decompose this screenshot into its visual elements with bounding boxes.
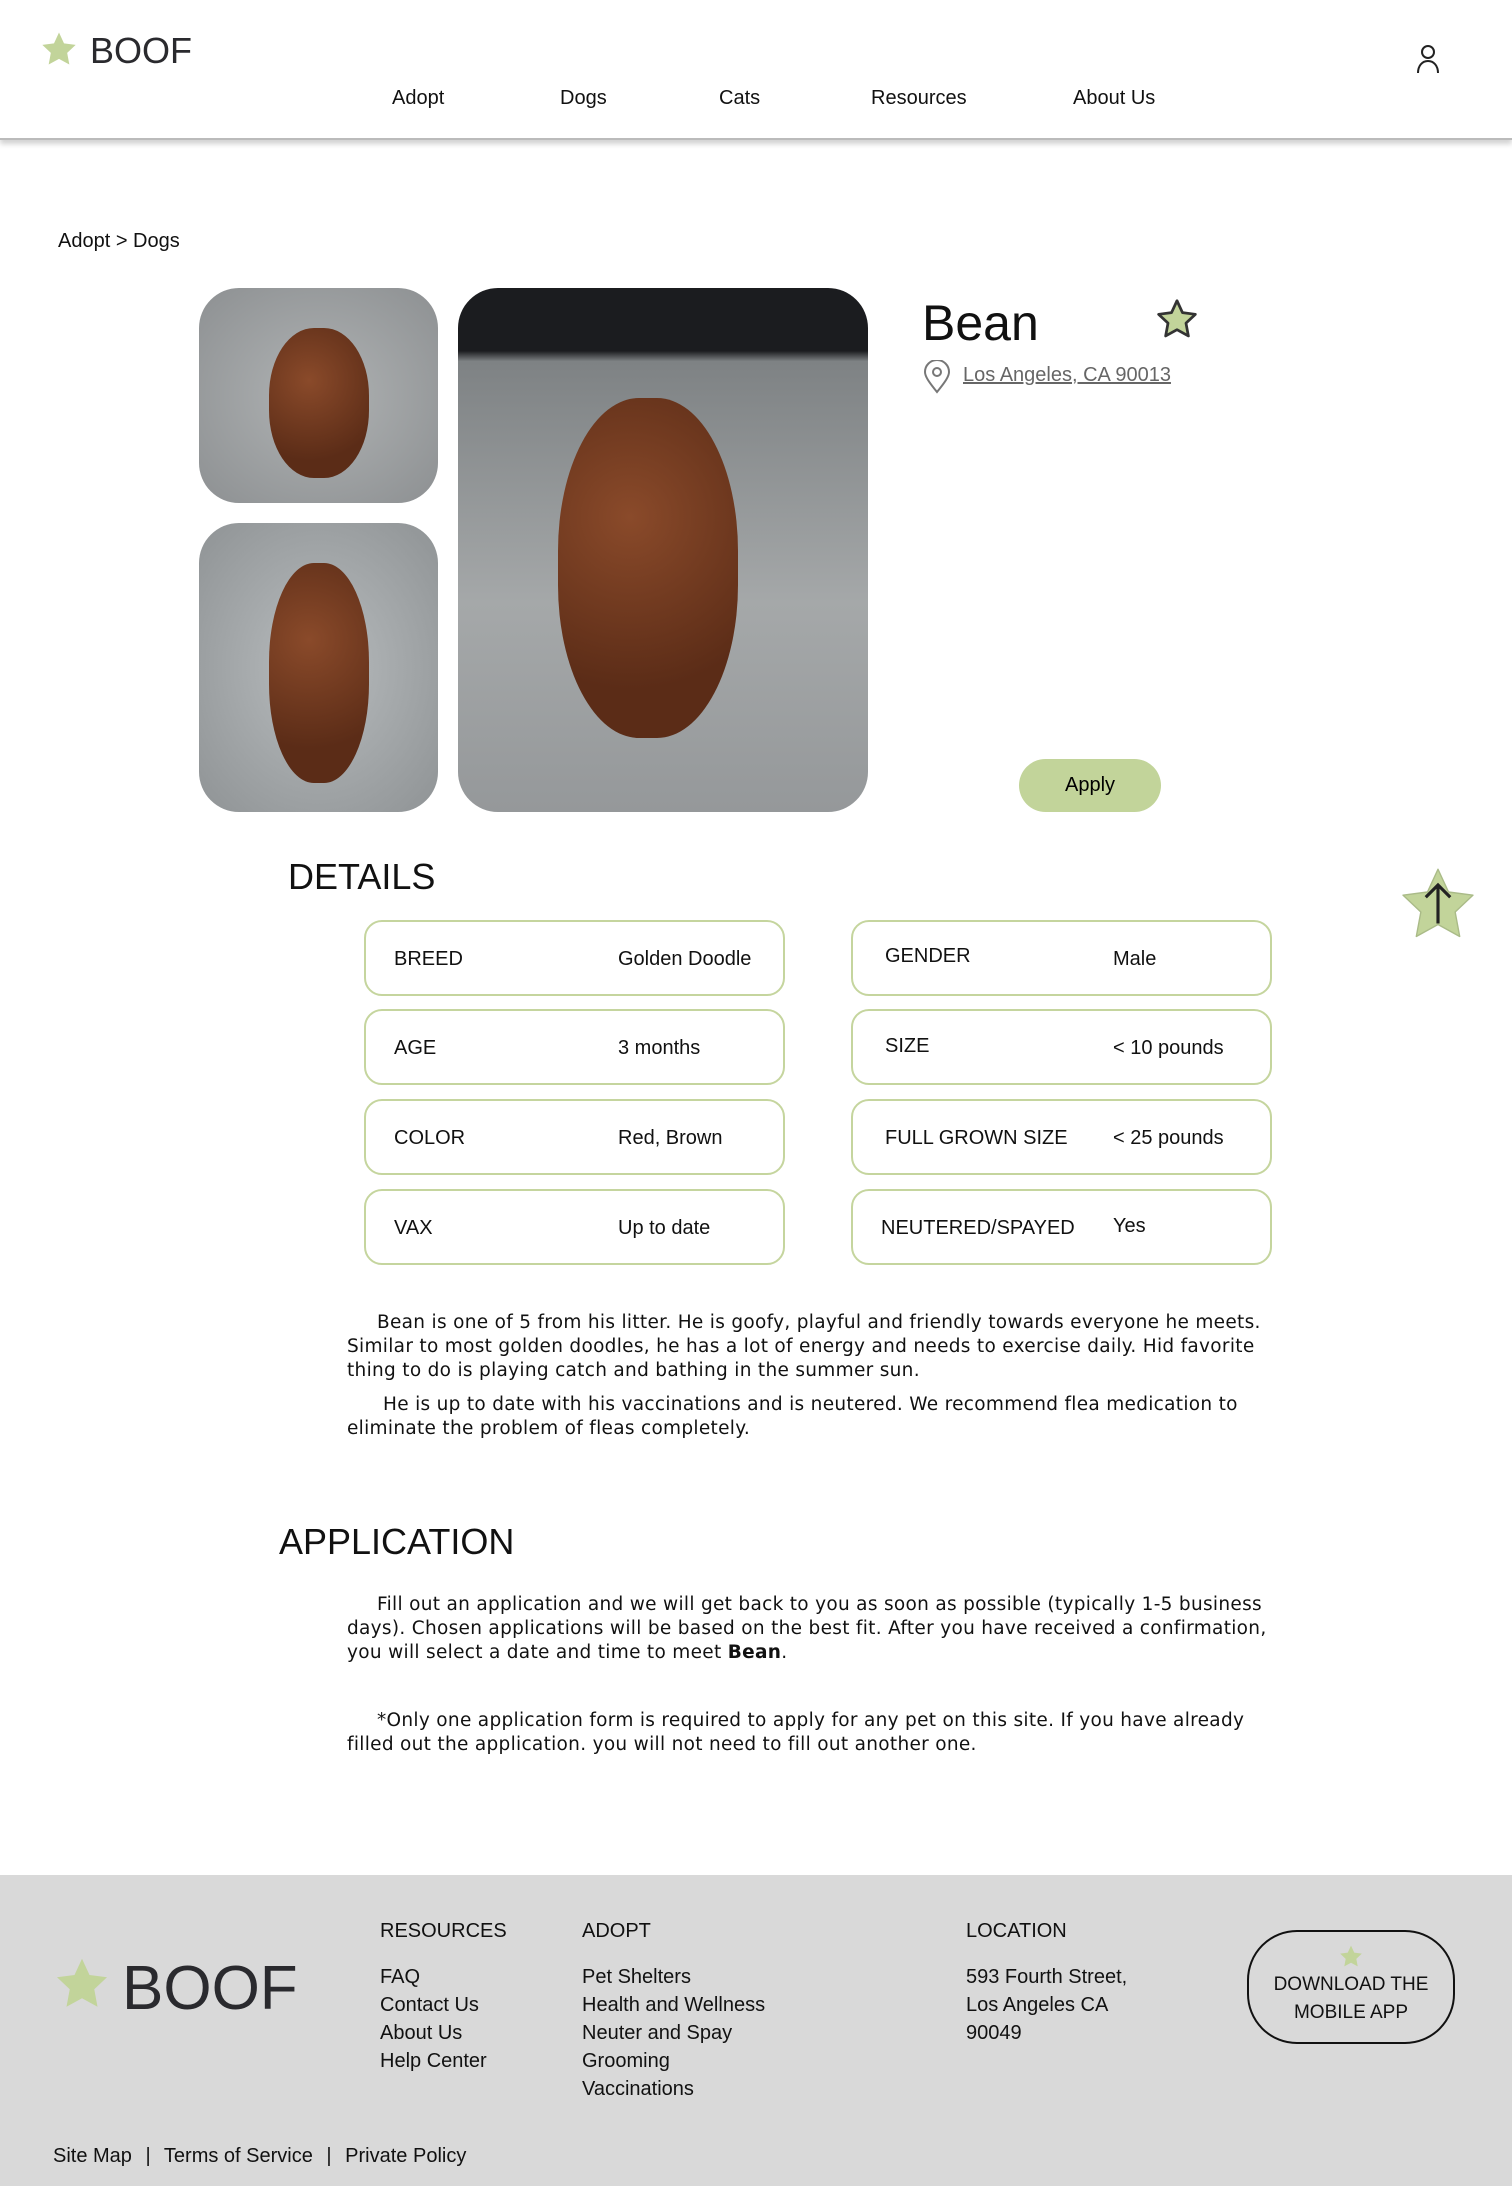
detail-value: Golden Doodle: [618, 948, 752, 970]
footer-address: [966, 1963, 1127, 2047]
application-text-end: .: [781, 1642, 788, 1663]
footer-logo-star-icon: [52, 1955, 112, 2020]
details-heading: DETAILS: [288, 856, 436, 897]
description-paragraph-2: He is up to date with his vaccinations and is neutered. We recommend flea medication to eliminate the problem of fleas completely.: [347, 1394, 1238, 1439]
address-line: 90049: [966, 2022, 1022, 2044]
footer-location-heading: LOCATION: [966, 1920, 1067, 1942]
link-divider: |: [145, 2145, 151, 2167]
footer-link-vaccinations[interactable]: Vaccinations: [582, 2078, 694, 2100]
logo-star-icon[interactable]: [39, 30, 79, 70]
app-star-icon: [1338, 1944, 1364, 1970]
location-link[interactable]: Los Angeles, CA 90013: [963, 364, 1171, 386]
footer-adopt-heading: ADOPT: [582, 1920, 651, 1942]
download-app-button[interactable]: [1247, 1930, 1455, 2044]
detail-full-grown-size: [851, 1099, 1272, 1175]
nav-cats[interactable]: Cats: [719, 87, 761, 109]
detail-label: GENDER: [885, 945, 971, 967]
apply-button[interactable]: Apply: [1019, 759, 1161, 812]
footer-link-neuter-spay[interactable]: Neuter and Spay: [582, 2022, 733, 2044]
application-paragraph-1: [347, 1593, 1277, 1665]
footer-link-pet-shelters[interactable]: Pet Shelters: [582, 1966, 691, 1988]
footer-resources-list: [380, 1963, 487, 2075]
footer-adopt-list: [582, 1963, 765, 2103]
download-app-label: DOWNLOAD THE MOBILE APP: [1273, 1974, 1429, 2023]
application-text: Fill out an application and we will get back to you as soon as possible (typically 1-5 business days). Chosen applications will be based on the best fit. After you have received a confirmation, you will select a date and time to meet: [347, 1594, 1267, 1663]
nav-about-us[interactable]: About Us: [1073, 87, 1156, 109]
detail-vax: [364, 1189, 785, 1265]
detail-value: Up to date: [618, 1217, 711, 1239]
detail-label: NEUTERED/SPAYED: [881, 1217, 1075, 1239]
footer-link-contact-us[interactable]: Contact Us: [380, 1994, 479, 2016]
description-paragraph-1: Bean is one of 5 from his litter. He is goofy, playful and friendly towards everyone he meets. Similar to most golden doodles, he has a lot of energy and needs to exercise daily. Hid favorite thing to do is playing catch and bathing in the summer sun.: [347, 1312, 1261, 1381]
pet-name-bold: Bean: [727, 1642, 782, 1663]
footer-bottom-links: [53, 2145, 466, 2168]
address-line: 593 Fourth Street,: [966, 1966, 1128, 1988]
location-pin-icon: [922, 360, 952, 399]
main-photo[interactable]: [458, 288, 868, 812]
detail-neutered-spayed: [851, 1189, 1272, 1265]
detail-color: [364, 1099, 785, 1175]
application-paragraph-2: *Only one application form is required to apply for any pet on this site. If you have already filled out the application. you will not need to fill out another one.: [347, 1710, 1245, 1755]
footer-resources-heading: RESOURCES: [380, 1920, 507, 1942]
detail-label: SIZE: [885, 1035, 930, 1057]
detail-value: Yes: [1113, 1215, 1146, 1237]
nav-resources[interactable]: Resources: [871, 87, 967, 109]
favorite-star-icon[interactable]: [1155, 298, 1199, 347]
footer-link-health-wellness[interactable]: Health and Wellness: [582, 1994, 766, 2016]
footer-link-help-center[interactable]: Help Center: [380, 2050, 487, 2072]
detail-gender: [851, 920, 1272, 996]
thumbnail-photo-2[interactable]: [199, 523, 438, 812]
site-map-link[interactable]: Site Map: [53, 2145, 132, 2167]
detail-value: < 25 pounds: [1113, 1127, 1224, 1149]
footer-link-grooming[interactable]: Grooming: [582, 2050, 670, 2072]
nav-dogs[interactable]: Dogs: [560, 87, 607, 109]
terms-of-service-link[interactable]: Terms of Service: [163, 2145, 313, 2167]
nav-adopt[interactable]: Adopt: [392, 87, 445, 109]
footer-link-faq[interactable]: FAQ: [380, 1966, 421, 1988]
site-header: [0, 0, 1512, 140]
detail-age: [364, 1009, 785, 1085]
application-heading: APPLICATION: [279, 1521, 515, 1562]
logo-text[interactable]: BOOF: [90, 30, 193, 71]
footer-logo-text[interactable]: BOOF: [122, 1954, 298, 2023]
detail-breed: [364, 920, 785, 996]
scroll-to-top-button[interactable]: [1396, 864, 1480, 953]
detail-value: Red, Brown: [618, 1127, 723, 1149]
detail-label: AGE: [394, 1037, 437, 1059]
detail-label: FULL GROWN SIZE: [885, 1127, 1068, 1149]
footer-link-about-us[interactable]: About Us: [380, 2022, 463, 2044]
detail-size: [851, 1009, 1272, 1085]
privacy-policy-link[interactable]: Private Policy: [345, 2145, 467, 2167]
detail-label: BREED: [394, 948, 463, 970]
site-footer: [0, 1875, 1512, 2186]
detail-label: COLOR: [394, 1127, 466, 1149]
pet-name: Bean: [922, 295, 1039, 351]
detail-label: VAX: [394, 1217, 433, 1239]
breadcrumb[interactable]: Adopt > Dogs: [58, 230, 180, 252]
link-divider: |: [326, 2145, 332, 2167]
detail-value: 3 months: [618, 1037, 701, 1059]
address-line: Los Angeles CA: [966, 1994, 1109, 2016]
thumbnail-photo-1[interactable]: [199, 288, 438, 503]
detail-value: Male: [1113, 948, 1157, 970]
user-account-icon[interactable]: [1415, 44, 1441, 79]
detail-value: < 10 pounds: [1113, 1037, 1224, 1059]
